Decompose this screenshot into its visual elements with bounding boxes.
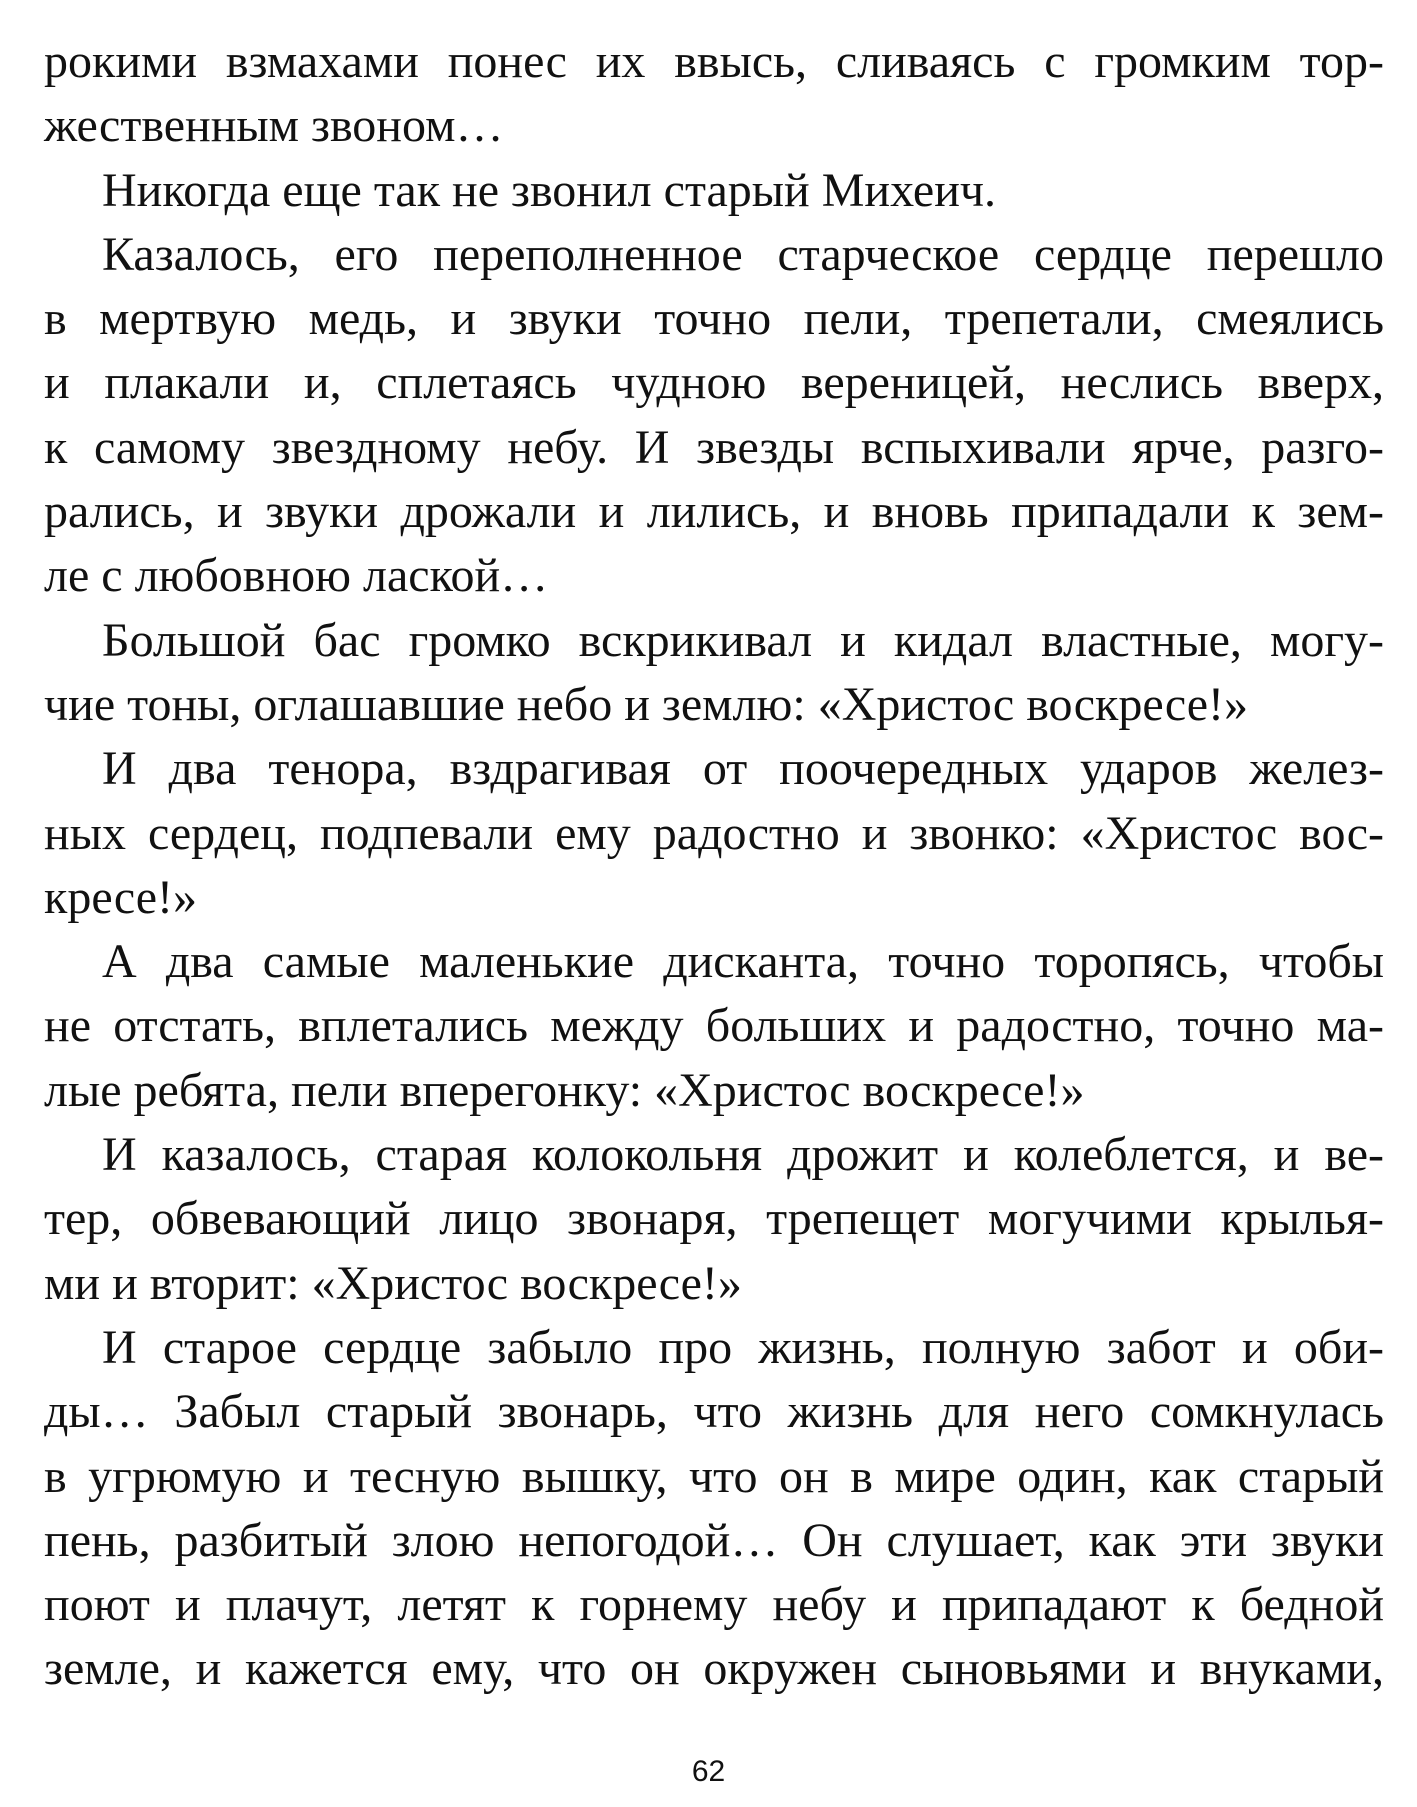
text-line: и плакали и, сплетаясь чудною вереницей, неслись вверх, [44,356,1384,410]
text-line: ми и вторит: «Христос воскресе!» [44,1256,742,1310]
text-line: рались, и звуки дрожали и лились, и вновь припадали к зем- [44,485,1384,539]
text-line: земле, и кажется ему, что он окружен сыновьями и внуками, [44,1642,1384,1696]
page-number: 62 [691,1755,726,1788]
paragraph-8 [44,1316,1384,1702]
paragraph-5 [44,737,1384,930]
text-line: Большой бас громко вскрикивал и кидал властные, могу- [102,613,1384,667]
text-line: поют и плачут, летят к горнему небу и припадают к бедной [44,1578,1384,1632]
text-line: жественным звоном… [44,99,504,153]
paragraph-1 [44,30,1384,159]
text-line: А два самые маленькие дисканта, точно торопясь, чтобы [102,935,1384,989]
paragraph-6 [44,930,1384,1123]
text-line: И старое сердце забыло про жизнь, полную забот и оби- [102,1320,1384,1374]
page-body [44,30,1384,1702]
text-line: И казалось, старая колокольня дрожит и колеблется, и ве- [102,1128,1384,1182]
text-line: ных сердец, подпевали ему радостно и звонко: «Христос вос- [44,806,1384,860]
paragraph-3 [44,223,1384,609]
text-line: лые ребята, пели вперегонку: «Христос воскресе!» [44,1063,1085,1117]
text-line: ды… Забыл старый звонарь, что жизнь для него сомкнулась [44,1385,1384,1439]
text-line: рокими взмахами понес их ввысь, сливаясь с громким тор- [44,35,1384,88]
paragraph-4 [44,609,1384,738]
text-line: в угрюмую и тесную вышку, что он в мире один, как старый [44,1449,1384,1503]
paragraph-2 [44,159,1384,223]
text-line: в мертвую медь, и звуки точно пели, трепетали, смеялись [44,292,1384,346]
text-line: чие тоны, оглашавшие небо и землю: «Христос воскресе!» [44,677,1249,731]
text-line: Казалось, его переполненное старческое сердце перешло [102,227,1384,281]
text-line: ле с любовною лаской… [44,549,549,603]
text-line: И два тенора, вздрагивая от поочередных ударов желез- [102,742,1384,796]
paragraph-7 [44,1123,1384,1316]
text-line: кресе!» [44,870,197,924]
text-line: к самому звездному небу. И звезды вспыхивали ярче, разго- [44,420,1384,474]
text-line: Никогда еще так не звонил старый Михеич. [102,163,997,217]
text-line: не отстать, вплетались между больших и радостно, точно ма- [44,999,1384,1053]
text-line: пень, разбитый злою непогодой… Он слушает, как эти звуки [44,1513,1384,1567]
text-line: тер, обвевающий лицо звонаря, трепещет могучими крылья- [44,1192,1384,1246]
